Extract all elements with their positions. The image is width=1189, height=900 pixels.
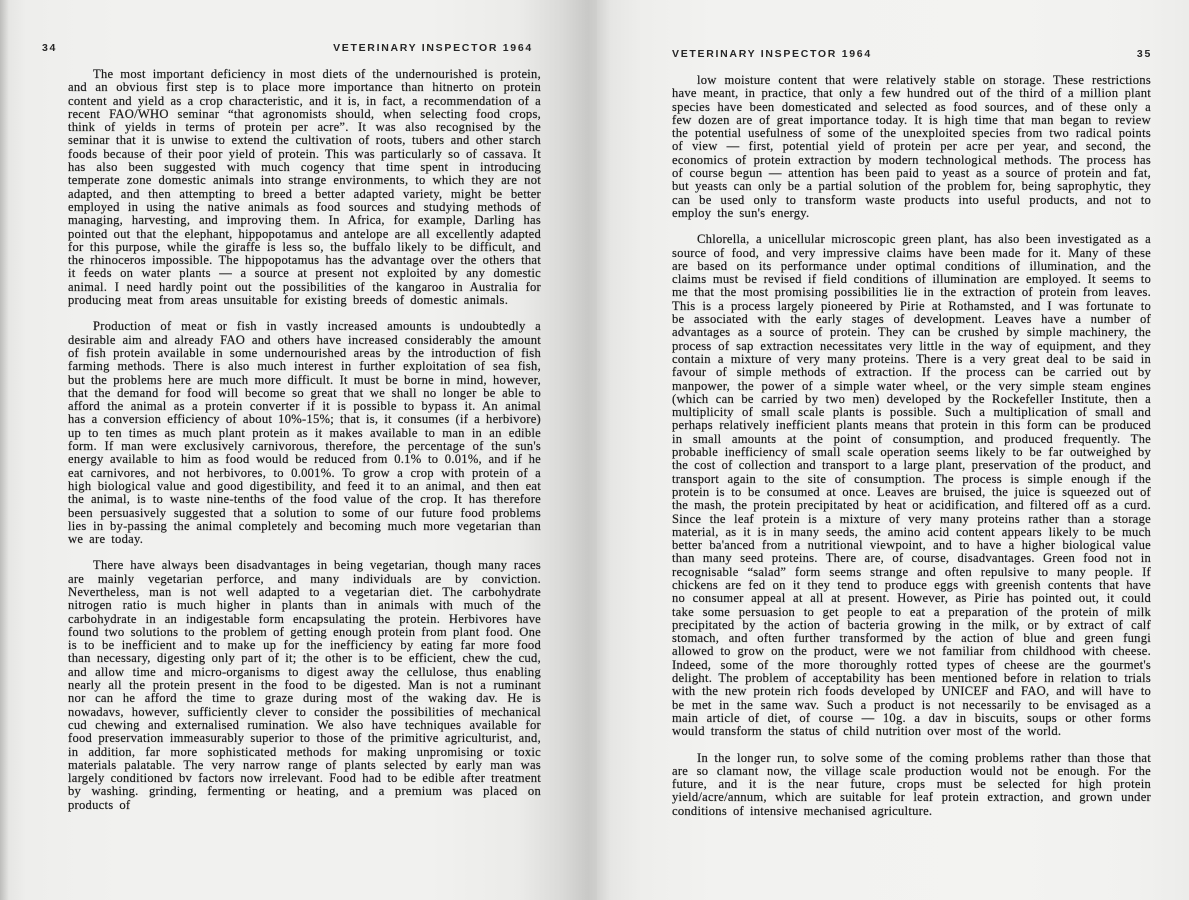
- page-35: [597, 0, 1189, 900]
- page-body-left: [68, 68, 541, 812]
- paragraph-chlorella-leaf-protein: Chlorella, a unicellular microscopic green plant, has also been investigated as a source of food, and very impressive claims have been made for it. Many of these are based on its performance under optimal conditions of illumination, and the claims must be revised if field conditions of illumination are employed. It seems to me that the most promising possibilities lie in the extraction of protein from leaves. This is a process largely pioneered by Pirie at Rothamsted, and I was fortunate to be associated with the early stages of development. Leaves have a number of advantages as a source of protein. They can be crushed by simple machinery, the process of sap extraction necessitates very little in the way of equipment, and they contain a mixture of very many proteins. There is a very great deal to be said in favour of simple methods of extraction. If the process can be carried out by manpower, the power of a simple water wheel, or the very simple steam engines (which can be carried by two men) developed by the Rockefeller Institute, then a multiplicity of small scale plants is possible. Such a multiplication of small and perhaps relatively inefficient plants means that protein in this form can be produced in small amounts at the point of consumption, and produced frequently. The probable inefficiency of small scale operation seems likely to be far outweighed by the cost of collection and transport to a large plant, preservation of the product, and transport again to the site of consumption. The process is simple enough if the protein is to be consumed at once. Leaves are bruised, the juice is squeezed out of the mash, the protein precipitated by heat or acidification, and filtered off as a curd. Since the leaf protein is a mixture of very many proteins rather than a storage material, as it is in many seeds, the amino acid content appears likely to be much better ba'anced from a nutritional viewpoint, and to have a higher biological value than many seed proteins. There are, of course, disadvantages. Green food not in recognisable “salad” form seems strange and often repulsive to many people. If chickens are fed on it they tend to produce eggs with greenish contents that have no consumer appeal at all at present. However, as Pirie has pointed out, it could take some persuasion to get people to eat a preparation of the protein of milk precipitated by the action of bacteria growing in the milk, or by extract of calf stomach, and often further transformed by the action of blue and green fungi allowed to grow on the product, were we not familiar from childhood with cheese. Indeed, some of the more thoroughly rotted types of cheese are the gourmet's delight. The problem of acceptability has been mentioned before in relation to trials with the new protein rich foods developed by UNICEF and FAO, and will have to be met in the same wav. Such a product is not necessarily to be envisaged as a main article of diet, of course — 10g. a dav in biscuits, soups or other forms would transform the status of child nutrition over most of the world.: [672, 232, 1151, 739]
- page-header-right: [672, 48, 1152, 61]
- paragraph-meat-fish-production: Production of meat or fish in vastly increased amounts is undoubtedly a desirable aim and already FAO and others have increased considerably the amount of fish protein available in some undernourished areas by the introduction of fish farming methods. There is also much interest in further exploitation of sea fish, but the problems here are much more difficult. It must be borne in mind, however, that the demand for food will become so great that we shall no longer be able to afford the animal as a protein converter if it is possible to bypass it. An animal has a conversion efficiency of about 10%-15%; that is, it consumes (if a herbivore) up to ten times as much plant protein as it makes available to man in an edible form. If man were exclusively carnivorous, therefore, the percentage of the sun's energy available to him as food would be reduced from 0.1% to 0.01%, and if he eat carnivores, and not herbivores, to 0.001%. To grow a crop with protein of a high biological value and good digestibility, and feed it to an animal, and then eat the animal, is to waste nine-tenths of the food value of the crop. It has therefore been persuasively suggested that a solution to some of our future food problems lies in by-passing the animal completely and becoming much more vegetarian than we are today.: [68, 319, 541, 547]
- page-number-left: 34: [42, 42, 58, 54]
- paragraph-plant-species-yeast: low moisture content that were relatively stable on storage. These restrictions have meant, in practice, that only a few hundred out of the third of a million plant species have been domesticated and selected as food sources, and of these only a few dozen are of great importance today. It is high time that man began to review the potential usefulness of some of the unexploited species from two radical points of view — first, potential yield of protein per acre per year, and second, the economics of protein extraction by modern technological methods. The process has of course begun — attention has been paid to yeast as a source of protein and fat, but yeasts can only be a partial solution of the problem for, being saprophytic, they can be used only to transform waste products into useful products, and not to employ the sun's energy.: [672, 73, 1151, 220]
- paragraph-deficiency-protein: The most important deficiency in most diets of the undernourished is protein, and an obvious first step is to place more importance than hitnerto on protein content and yield as a crop characteristic, and it is, in fact, a recommendation of a recent FAO/WHO seminar “that agronomists should, when selecting food crops, think of yields in terms of protein per acre”. It was also recognised by the seminar that it is unwise to extend the cultivation of roots, tubers and other starch foods because of their poor yield of protein. This was particularly so of cassava. It has also been suggested with much cogency that time spent in introducing temperate zone domestic animals into strange environments, to which they are not adapted, and then attempting to breed a better adapted variety, might be better employed in using the native animals as food sources and studying methods of managing, harvesting, and improving them. In Africa, for example, Darling has pointed out that the elephant, hippopotamus and antelope are all excellently adapted for this purpose, while the giraffe is less so, the buffalo likely to be difficult, and the rhinoceros impossible. The hippopotamus has the advantage over the others that it feeds on water plants — a source at present not exploited by any domestic animal. I need hardly point out the possibilities of the kangaroo in Australia for producing meat from areas unsuitable for existing breeds of domestic animals.: [68, 67, 541, 308]
- paragraph-longer-run: In the longer run, to solve some of the coming problems rather than those that are so clamant now, the village scale production would not be enough. For the future, and it is the near future, crops must be selected for high protein yield/acre/annum, which are suitable for leaf protein extraction, and grown under conditions of intensive mechanised agriculture.: [672, 750, 1151, 818]
- page-body-right: [672, 74, 1151, 818]
- paragraph-vegetarian-disadvantages: There have always been disadvantages in being vegetarian, though many races are mainly vegetarian perforce, and many individuals are by conviction. Nevertheless, man is not well adapted to a vegetarian diet. The carbohydrate nitrogen ratio is much higher in plants than in animals with much of the carbohydrate in an indigestable form encapsulating the protein. Herbivores have found two solutions to the problem of getting enough protein from plant food. One is to be inefficient and to make up for the inefficiency by eating far more food than necessary, digesting only part of it; the other is to be efficient, chew the cud, and allow time and micro-organisms to digest away the cellulose, thus enabling nearly all the protein present in the food to be digested. Man is not a ruminant nor can he afford the time to graze during most of the waking dav. He is nowadavs, however, sufficiently clever to consider the possibilities of mechanical cud chewing and externalised rumination. We also have techniques available for food preservation immeasurably superior to those of the primitive agriculturist, and, in addition, far more sophisticated methods for making unpromising or toxic materials palatable. The very narrow range of plants selected by early man was largely conditioned bv factors now irrelevant. Food had to be edible after treatment by washing. grinding, fermenting or heating, and a premium was placed on products of: [68, 558, 541, 812]
- running-head-left: VETERINARY INSPECTOR 1964: [333, 42, 533, 54]
- page-number-right: 35: [1136, 48, 1152, 60]
- running-head-right: VETERINARY INSPECTOR 1964: [672, 48, 872, 60]
- page-header-left: [42, 42, 547, 55]
